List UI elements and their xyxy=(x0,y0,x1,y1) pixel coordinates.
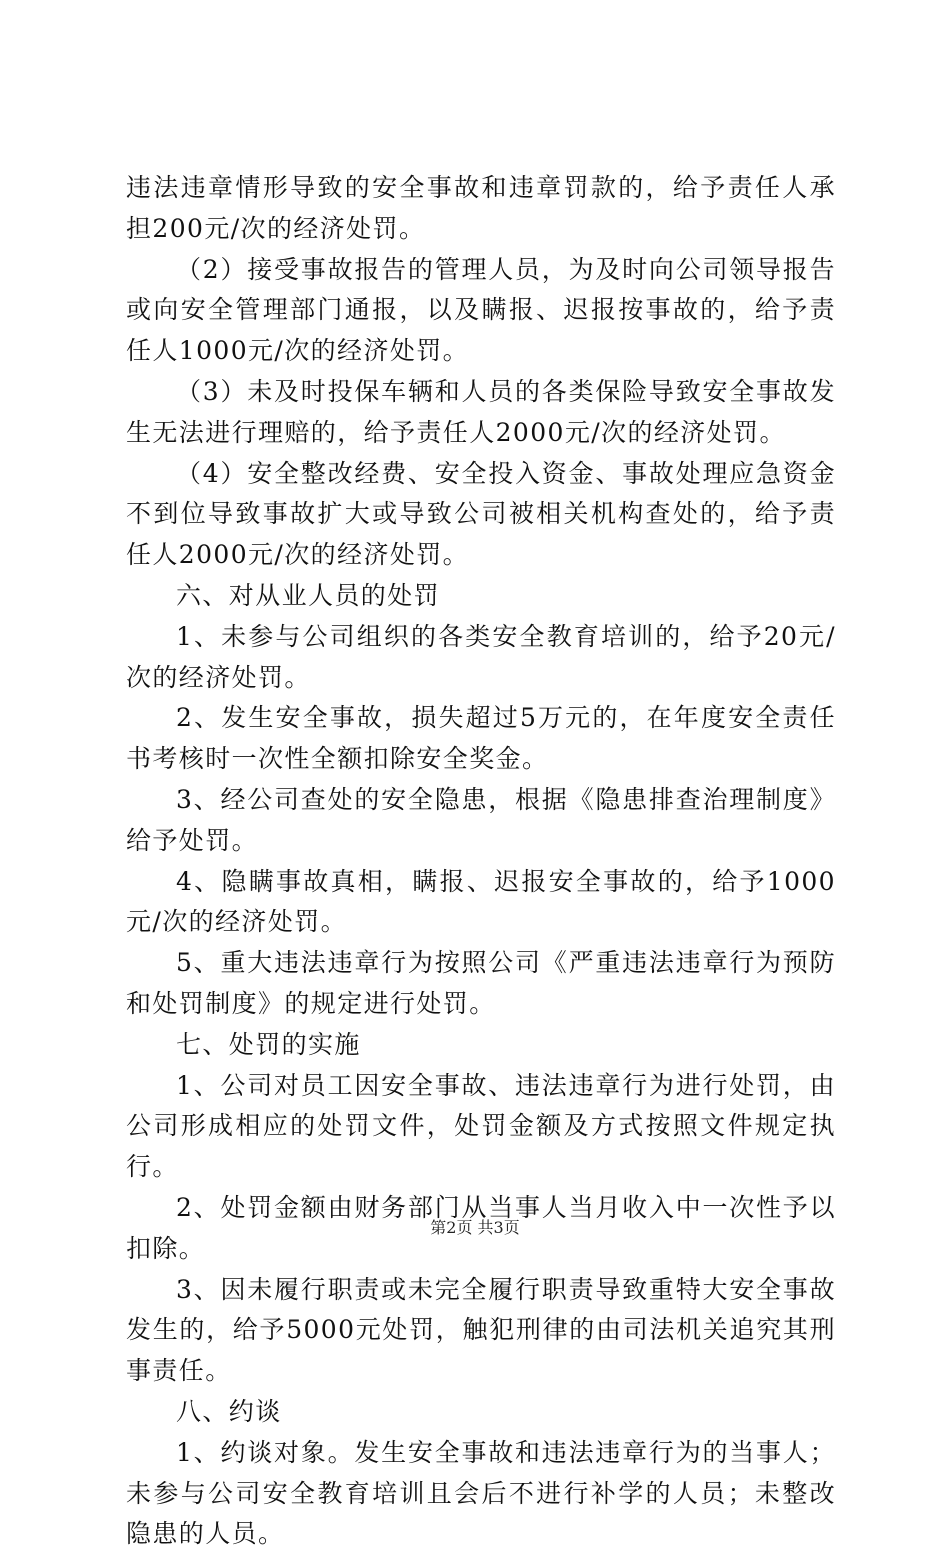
paragraph: 2、处罚金额由财务部门从当事人当月收入中一次性予以扣除。 xyxy=(126,1192,836,1263)
paragraph: 4、隐瞒事故真相，瞒报、迟报安全事故的，给予1000元/次的经济处罚。 xyxy=(126,866,836,937)
section-heading: 六、对从业人员的处罚 xyxy=(176,580,441,610)
page-number-footer: 第2页 共3页 xyxy=(430,1218,520,1237)
paragraph: （2）接受事故报告的管理人员，为及时向公司领导报告或向安全管理部门通报，以及瞒报、迟报按事故的，给予责任人1000元/次的经济处罚。 xyxy=(126,254,836,366)
section-heading: 八、约谈 xyxy=(176,1396,282,1426)
document-body xyxy=(126,168,836,1555)
paragraph: 3、因未履行职责或未完全履行职责导致重特大安全事故发生的，给予5000元处罚，触犯刑律的由司法机关追究其刑事责任。 xyxy=(126,1274,836,1386)
paragraph: 1、约谈对象。发生安全事故和违法违章行为的当事人；未参与公司安全教育培训且会后不进行补学的人员；未整改隐患的人员。 xyxy=(126,1437,836,1549)
paragraph: 2、发生安全事故，损失超过5万元的，在年度安全责任书考核时一次性全额扣除安全奖金。 xyxy=(126,703,836,774)
paragraph: 1、未参与公司组织的各类安全教育培训的，给予20元/次的经济处罚。 xyxy=(126,621,836,692)
section-heading: 七、处罚的实施 xyxy=(176,1029,361,1059)
paragraph: 3、经公司查处的安全隐患，根据《隐患排查治理制度》给予处罚。 xyxy=(126,784,836,855)
paragraph: 1、公司对员工因安全事故、违法违章行为进行处罚，由公司形成相应的处罚文件，处罚金额及方式按照文件规定执行。 xyxy=(126,1070,836,1182)
paragraph: 违法违章情形导致的安全事故和违章罚款的，给予责任人承担200元/次的经济处罚。 xyxy=(126,173,836,243)
paragraph: （3）未及时投保车辆和人员的各类保险导致安全事故发生无法进行理赔的，给予责任人2000元/次的经济处罚。 xyxy=(126,376,836,447)
paragraph: （4）安全整改经费、安全投入资金、事故处理应急资金不到位导致事故扩大或导致公司被相关机构查处的，给予责任人2000元/次的经济处罚。 xyxy=(126,458,836,570)
paragraph: 5、重大违法违章行为按照公司《严重违法违章行为预防和处罚制度》的规定进行处罚。 xyxy=(126,948,836,1018)
